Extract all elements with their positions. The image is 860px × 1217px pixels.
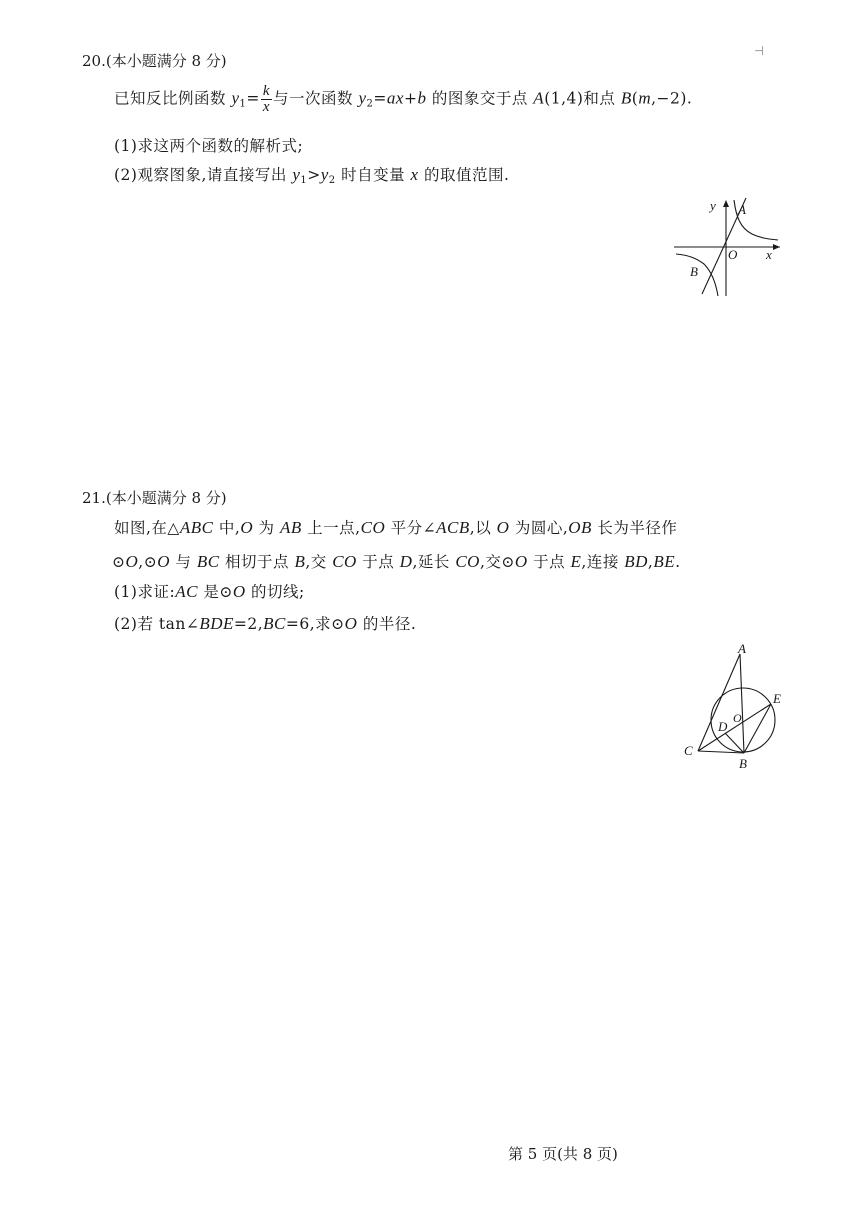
denominator: x: [262, 99, 271, 115]
label-C: C: [684, 743, 693, 758]
subscript: 2: [328, 175, 336, 186]
plus-sign: +: [403, 89, 418, 108]
var-BDE: BDE: [199, 614, 234, 633]
q21-text: 于点: [356, 553, 400, 571]
label-A: A: [738, 202, 746, 217]
q21-part2-text: =6,求⊙: [285, 615, 345, 633]
var-O: O: [232, 582, 246, 601]
var-O: O: [157, 552, 170, 571]
var-OB: OB: [568, 518, 592, 537]
q20-part2-text: (2)观察图象,请直接写出: [114, 166, 293, 184]
q21-line1: [114, 516, 677, 538]
var-x: x: [410, 165, 419, 184]
q20-part2-text: 时自变量: [335, 166, 411, 184]
q21-text: ,延长: [412, 553, 456, 571]
q21-part2: [114, 612, 416, 634]
q21-geometry-figure: [678, 640, 788, 770]
var-E: E: [570, 552, 582, 571]
segment-AC: [698, 654, 740, 751]
var-AB: AB: [279, 518, 302, 537]
q20-stem-text: 已知反比例函数: [114, 89, 232, 108]
label-O: O: [733, 711, 742, 725]
subscript: 1: [239, 98, 247, 110]
q20-graph-figure: [668, 196, 788, 300]
var-CO: CO: [455, 552, 480, 571]
subscript: 2: [366, 98, 374, 110]
q21-text: 于点: [527, 553, 571, 571]
q21-text: ,: [647, 553, 654, 571]
var-ABC: ABC: [179, 518, 214, 537]
var-ax: ax: [386, 88, 404, 108]
q21-text: 中,: [213, 519, 241, 537]
q21-text: 与: [169, 553, 197, 571]
q21-text: ,连接: [581, 553, 625, 571]
q20-part2: [114, 163, 509, 186]
var-y: y: [292, 165, 301, 184]
fraction-k-over-x: [261, 84, 272, 115]
q20-stem-text: (: [631, 89, 639, 108]
q21-line2: [112, 550, 681, 572]
segment-BD: [725, 733, 744, 753]
var-y: y: [231, 88, 240, 108]
subscript: 1: [300, 175, 308, 186]
q20-stem: [114, 84, 692, 115]
equals-sign: =: [246, 89, 260, 108]
circle-symbol: ⊙: [112, 553, 126, 571]
equals-sign: =: [373, 89, 387, 108]
q20-stem-text: ,−2).: [651, 89, 693, 108]
q21-text: ,⊙: [138, 553, 158, 571]
q21-part2-text: =2,: [233, 615, 264, 633]
q21-part1-text: 的切线;: [245, 583, 305, 601]
q21-part1: [114, 580, 305, 602]
q21-text: ,交: [305, 553, 333, 571]
var-BC: BC: [263, 614, 286, 633]
segment-AB: [740, 654, 744, 753]
var-D: D: [399, 552, 413, 571]
q20-stem-text: 与一次函数: [273, 89, 359, 108]
var-O: O: [514, 552, 528, 571]
label-x: x: [766, 247, 772, 262]
q20-part1: (1)求这两个函数的解析式;: [114, 137, 304, 155]
q21-part1-text: 是⊙: [197, 583, 233, 601]
corner-mark: ⊣: [754, 44, 765, 58]
var-b: b: [417, 88, 427, 108]
label-A: A: [738, 641, 746, 656]
numerator: k: [262, 83, 271, 99]
q21-text: 上一点,: [301, 519, 361, 537]
var-B: B: [294, 552, 306, 571]
var-CO: CO: [332, 552, 357, 571]
var-O: O: [496, 518, 510, 537]
q21-text: 如图,在△: [114, 519, 180, 537]
var-O: O: [240, 518, 254, 537]
var-BD: BD: [624, 552, 648, 571]
label-B: B: [739, 756, 747, 770]
q21-text: ,以: [469, 519, 497, 537]
q20-part2-text: 的取值范围.: [418, 166, 510, 184]
greater-than-sign: >: [307, 166, 321, 184]
q21-text: 平分∠: [385, 519, 437, 537]
q20-stem-text: (1,4)和点: [544, 89, 621, 108]
var-BC: BC: [196, 552, 220, 571]
var-ACB: ACB: [436, 518, 470, 537]
q20-stem-text: 的图象交于点: [426, 89, 534, 108]
var-O: O: [344, 614, 358, 633]
q21-part2-text: (2)若 tan∠: [114, 615, 200, 633]
page-footer: 第 5 页(共 8 页): [508, 1145, 618, 1163]
label-D: D: [718, 719, 728, 734]
point-A: A: [533, 88, 545, 108]
x-axis-arrow-icon: [773, 244, 780, 250]
q21-text: 长为半径作: [591, 519, 678, 537]
q21-text: 相切于点: [219, 553, 295, 571]
label-B: B: [690, 264, 698, 279]
var-y: y: [358, 88, 367, 108]
q21-part2-text: 的半径.: [357, 615, 417, 633]
var-AC: AC: [175, 582, 198, 601]
q21-text: .: [675, 553, 681, 571]
q20-header: 20.(本小题满分 8 分): [82, 52, 227, 70]
q21-header: 21.(本小题满分 8 分): [82, 489, 227, 507]
var-O: O: [125, 552, 139, 571]
label-O: O: [728, 247, 738, 262]
q21-text: 为: [253, 519, 280, 537]
label-y: y: [710, 198, 716, 213]
q21-text: 为圆心,: [509, 519, 569, 537]
var-CO: CO: [360, 518, 386, 537]
var-BE: BE: [653, 552, 676, 571]
q21-text: ,交⊙: [479, 553, 515, 571]
label-E: E: [773, 691, 781, 706]
q21-part1-text: (1)求证:: [114, 583, 176, 601]
var-y: y: [320, 165, 329, 184]
y-axis-arrow-icon: [723, 200, 729, 207]
var-m: m: [638, 88, 652, 108]
point-B: B: [620, 88, 632, 108]
segment-BE: [744, 704, 771, 753]
